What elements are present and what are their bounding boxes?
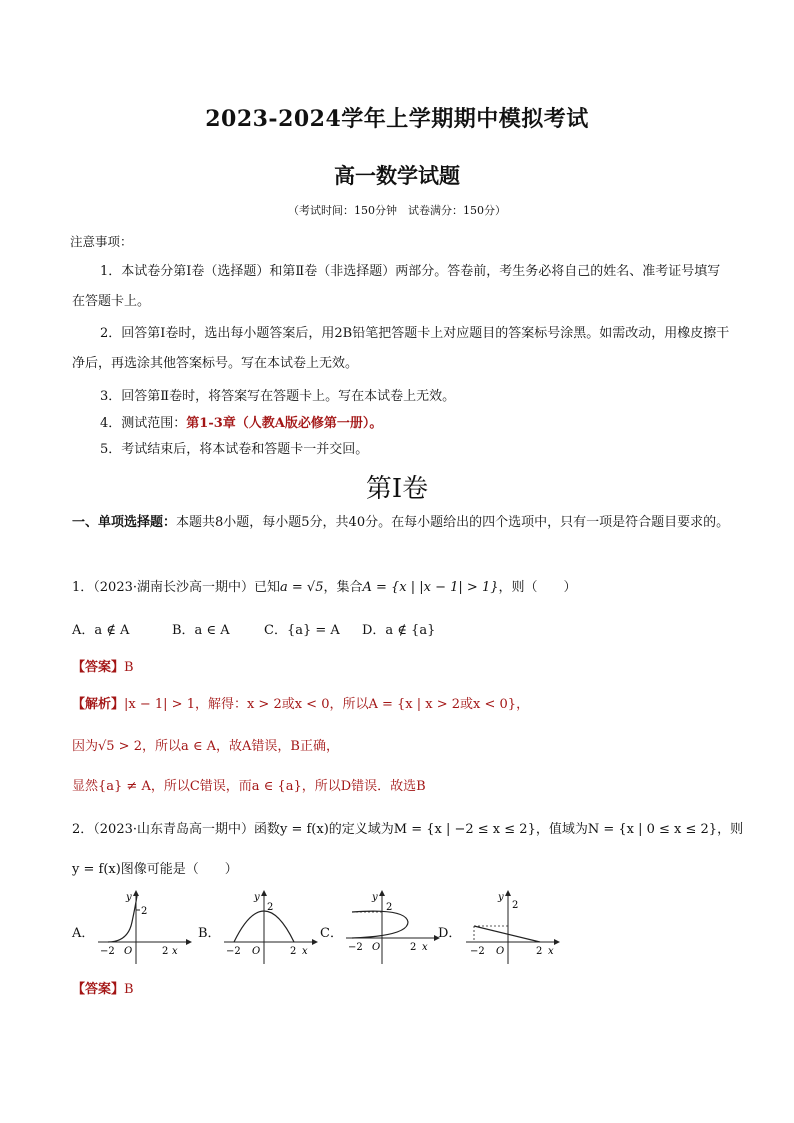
label-x-2: 2 [162, 946, 169, 957]
label-neg2: −2 [226, 946, 241, 957]
q1-analysis-line-2: 因为√5 > 2，所以a ∈ A，故A错误，B正确， [72, 739, 339, 754]
notice-item-4-prefix: 4．测试范围： [100, 416, 187, 431]
y-axis-arrow [505, 890, 511, 896]
x-axis-arrow [554, 939, 560, 945]
x-axis-arrow [312, 939, 318, 945]
q1-cond: a = √5 [280, 580, 324, 595]
q2-answer-label: 【答案】 [72, 982, 125, 997]
section-text: 本题共8小题，每小题5分，共40分。在每小题给出的四个选项中，只有一项是符合题目要求的。 [176, 515, 730, 530]
q2-answer-value: B [124, 982, 134, 997]
notice-item-2: 2．回答第Ⅰ卷时，选出每小题答案后，用2B铅笔把答题卡上对应题目的答案标号涂黑。如需改动，用橡皮擦干净后，再选涂其他答案标号。写在本试卷上无效。 [72, 326, 730, 371]
q1-analysis-text-1: |x − 1| > 1，解得：x > 2或x < 0，所以A = {x | x > 2或x < 0}， [124, 697, 530, 712]
notice-item-5: 5．考试结束后，将本试卷和答题卡一并交回。 [100, 442, 369, 457]
q2-graph-b [220, 888, 320, 968]
label-origin: O [124, 946, 133, 957]
label-x-2: 2 [410, 942, 417, 953]
q1-source: 1．（2023·湖南长沙高一期中）已知 [72, 580, 280, 595]
q1-answer-label: 【答案】 [72, 660, 125, 675]
q1-options [72, 619, 435, 638]
part-title: 第Ⅰ卷 [365, 474, 429, 504]
relation-curve [352, 911, 408, 938]
section-heading [72, 507, 732, 539]
exam-time-info: （考试时间：150分钟 试卷满分：150分） [288, 204, 506, 217]
label-x: x [302, 946, 308, 957]
label-y: y [126, 892, 132, 903]
q1-set: A = {x | |x − 1| > 1} [362, 580, 499, 595]
y-axis-arrow [133, 890, 139, 896]
q1-analysis-line-3: 显然{a} ≠ A，所以C错误，而a ∈ {a}，所以D错误．故选B [72, 779, 426, 794]
q2-graph-c [342, 888, 442, 968]
q2-option-b-label: B． [198, 926, 221, 941]
q1-answer [72, 656, 134, 675]
label-neg2: −2 [348, 942, 363, 953]
q2-graph-a [94, 888, 194, 968]
label-origin: O [372, 942, 381, 953]
notice-heading: 注意事项： [70, 234, 133, 249]
q1-option-b: B．a ∈ A [172, 623, 230, 638]
q2-stem-line-2: y = f(x)图像可能是（ ） [72, 862, 238, 877]
function-line [474, 926, 540, 942]
exam-title: 2023-2024学年上学期期中模拟考试 [205, 106, 589, 132]
notice-item-4-scope: 第1-3章（人教A版必修第一册）。 [186, 416, 383, 431]
label-neg2: −2 [100, 946, 115, 957]
q2-graph-options [72, 888, 732, 968]
label-x: x [422, 942, 428, 953]
q2-graph-d [462, 888, 562, 968]
y-axis-arrow [261, 890, 267, 896]
q2-option-d-label: D． [438, 926, 462, 941]
exam-subtitle: 高一数学试题 [334, 163, 460, 188]
label-y-2: 2 [386, 902, 393, 913]
label-x-2: 2 [290, 946, 297, 957]
function-curve [108, 896, 137, 942]
label-y-2: 2 [512, 900, 519, 911]
q1-option-c: C．{a} = A [264, 623, 340, 638]
label-y: y [254, 892, 260, 903]
label-origin: O [496, 946, 505, 957]
notice-item-1: 1．本试卷分第Ⅰ卷（选择题）和第Ⅱ卷（非选择题）两部分。答卷前，考生务必将自己的姓名、准考证号填写在答题卡上。 [72, 264, 721, 309]
label-y: y [372, 892, 378, 903]
q1-option-a: A．a ∉ A [72, 623, 130, 638]
label-x: x [172, 946, 178, 957]
notice-item-3: 3．回答第Ⅱ卷时，将答案写在答题卡上。写在本试卷上无效。 [100, 389, 456, 404]
label-neg2: −2 [470, 946, 485, 957]
q1-answer-value: B [124, 660, 134, 675]
label-origin: O [252, 946, 261, 957]
x-axis-arrow [186, 939, 192, 945]
section-prefix: 一、单项选择题： [72, 515, 177, 530]
q2-option-a-label: A． [72, 926, 95, 941]
q2-stem-line-1: 2．（2023·山东青岛高一期中）函数y = f(x)的定义域为M = {x | −2 ≤ x ≤ 2}，值域为N = {x | 0 ≤ x ≤ 2}，则 [72, 822, 744, 837]
label-x: x [548, 946, 554, 957]
label-y-2: 2 [267, 902, 274, 913]
q1-option-d: D．a ∉ {a} [362, 623, 436, 638]
q1-end: ，则（ ） [498, 580, 577, 595]
q1-analysis-line-1 [72, 693, 529, 712]
label-y-2: 2 [141, 906, 148, 917]
q1-mid: ，集合 [323, 580, 363, 595]
q2-answer [72, 978, 134, 997]
label-y: y [498, 892, 504, 903]
q1-stem [72, 576, 577, 595]
label-x-2: 2 [536, 946, 543, 957]
y-axis-arrow [379, 890, 385, 896]
q1-analysis-label: 【解析】 [72, 697, 125, 712]
q2-option-c-label: C． [320, 926, 343, 941]
